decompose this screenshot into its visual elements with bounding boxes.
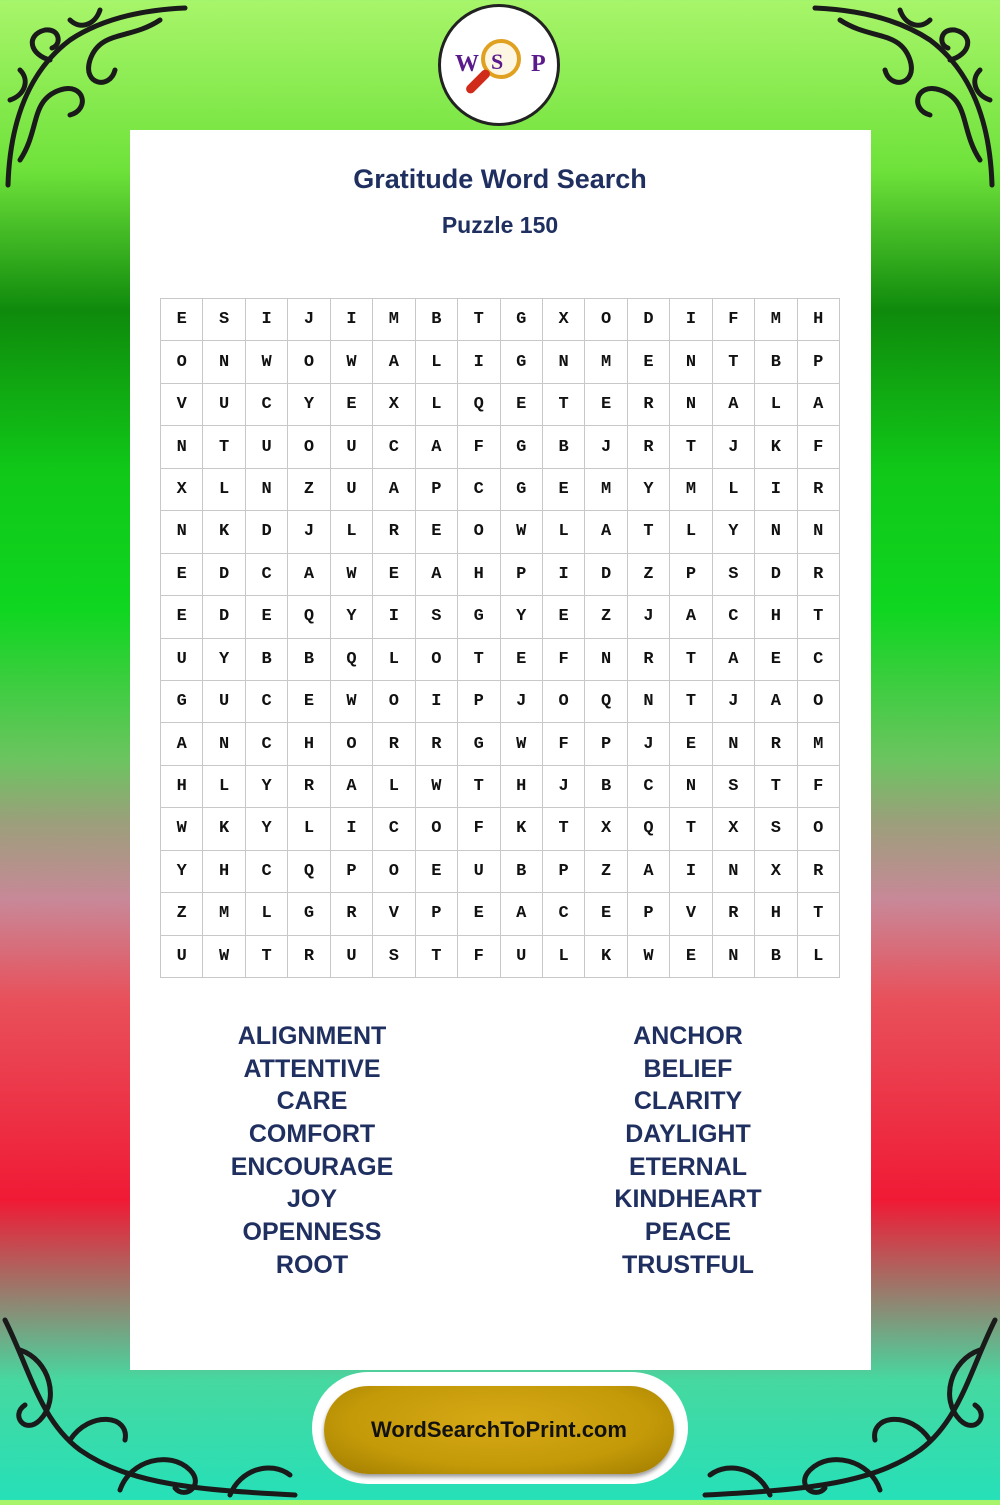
wsp-logo (438, 4, 560, 126)
grid-cell[interactable]: R (628, 639, 670, 681)
grid-cell[interactable]: W (501, 723, 543, 765)
grid-cell[interactable]: K (585, 936, 627, 978)
grid-cell[interactable]: Q (288, 851, 330, 893)
grid-cell[interactable]: C (246, 681, 288, 723)
grid-cell[interactable]: M (585, 469, 627, 511)
grid-cell[interactable]: J (628, 723, 670, 765)
grid-cell[interactable]: A (755, 681, 797, 723)
grid-cell[interactable]: E (161, 596, 203, 638)
grid-cell[interactable]: B (246, 639, 288, 681)
word-list-item: PEACE (644, 1218, 732, 1247)
grid-cell[interactable]: A (373, 469, 415, 511)
grid-cell[interactable]: L (203, 766, 245, 808)
grid-cell[interactable]: E (373, 554, 415, 596)
grid-cell[interactable]: N (713, 851, 755, 893)
grid-cell[interactable]: W (246, 341, 288, 383)
word-list-left (162, 1020, 462, 1282)
grid-cell[interactable]: E (458, 893, 500, 935)
grid-cell[interactable]: E (416, 851, 458, 893)
grid-cell[interactable]: G (501, 469, 543, 511)
grid-cell[interactable]: O (288, 341, 330, 383)
word-list-item: ENCOURAGE (230, 1152, 394, 1181)
grid-cell[interactable]: W (161, 808, 203, 850)
grid-cell[interactable]: U (331, 936, 373, 978)
grid-cell[interactable]: Y (288, 384, 330, 426)
grid-cell[interactable]: O (331, 723, 373, 765)
grid-cell[interactable]: I (670, 299, 712, 341)
grid-cell[interactable]: A (628, 851, 670, 893)
grid-cell[interactable]: D (755, 554, 797, 596)
grid-cell[interactable]: S (755, 808, 797, 850)
grid-cell[interactable]: P (670, 554, 712, 596)
grid-cell[interactable]: F (458, 936, 500, 978)
grid-cell[interactable]: Y (501, 596, 543, 638)
grid-cell[interactable]: N (670, 766, 712, 808)
grid-cell[interactable]: A (373, 341, 415, 383)
grid-cell[interactable]: P (585, 723, 627, 765)
grid-cell[interactable]: E (585, 893, 627, 935)
grid-cell[interactable]: B (755, 936, 797, 978)
grid-cell[interactable]: C (628, 766, 670, 808)
word-list-item: ETERNAL (628, 1152, 748, 1181)
grid-cell[interactable]: L (543, 511, 585, 553)
word-list-item: CARE (276, 1087, 348, 1116)
grid-cell[interactable]: A (713, 639, 755, 681)
grid-cell[interactable]: A (331, 766, 373, 808)
grid-cell[interactable]: L (670, 511, 712, 553)
grid-cell[interactable]: Y (713, 511, 755, 553)
grid-cell[interactable]: F (798, 766, 840, 808)
grid-cell[interactable]: J (501, 681, 543, 723)
grid-cell[interactable]: Q (585, 681, 627, 723)
grid-cell[interactable]: T (628, 511, 670, 553)
grid-cell[interactable]: J (288, 299, 330, 341)
grid-cell[interactable]: J (713, 426, 755, 468)
grid-cell[interactable]: O (798, 681, 840, 723)
grid-cell[interactable]: V (161, 384, 203, 426)
grid-cell[interactable]: N (585, 639, 627, 681)
grid-cell[interactable]: T (670, 808, 712, 850)
word-list-item: OPENNESS (242, 1218, 382, 1247)
grid-cell[interactable]: D (246, 511, 288, 553)
grid-cell[interactable]: D (628, 299, 670, 341)
grid-cell[interactable]: F (543, 639, 585, 681)
grid-cell[interactable]: F (458, 808, 500, 850)
grid-cell[interactable]: L (203, 469, 245, 511)
grid-cell[interactable]: R (628, 384, 670, 426)
grid-cell[interactable]: X (543, 299, 585, 341)
grid-cell[interactable]: R (798, 851, 840, 893)
grid-cell[interactable]: B (543, 426, 585, 468)
grid-cell[interactable]: I (458, 341, 500, 383)
grid-cell[interactable]: I (670, 851, 712, 893)
grid-cell[interactable]: G (458, 596, 500, 638)
grid-cell[interactable]: B (755, 341, 797, 383)
grid-cell[interactable]: F (798, 426, 840, 468)
grid-cell[interactable]: M (203, 893, 245, 935)
logo-letter-p: P (531, 51, 546, 77)
grid-cell[interactable]: E (288, 681, 330, 723)
grid-cell[interactable]: A (798, 384, 840, 426)
grid-cell[interactable]: R (373, 511, 415, 553)
grid-cell[interactable]: Y (628, 469, 670, 511)
grid-cell[interactable]: U (331, 426, 373, 468)
grid-cell[interactable]: O (798, 808, 840, 850)
grid-cell[interactable]: U (161, 936, 203, 978)
grid-cell[interactable]: D (585, 554, 627, 596)
grid-cell[interactable]: R (798, 554, 840, 596)
grid-cell[interactable]: Q (331, 639, 373, 681)
grid-cell[interactable]: R (713, 893, 755, 935)
grid-cell[interactable]: Z (628, 554, 670, 596)
grid-cell[interactable]: K (203, 511, 245, 553)
grid-cell[interactable]: E (416, 511, 458, 553)
grid-cell[interactable]: R (798, 469, 840, 511)
grid-cell[interactable]: P (501, 554, 543, 596)
grid-cell[interactable]: O (416, 808, 458, 850)
grid-cell[interactable]: E (501, 639, 543, 681)
grid-cell[interactable]: L (416, 384, 458, 426)
grid-cell[interactable]: M (798, 723, 840, 765)
grid-cell[interactable]: C (373, 426, 415, 468)
grid-cell[interactable]: T (458, 766, 500, 808)
grid-cell[interactable]: V (373, 893, 415, 935)
grid-cell[interactable]: L (331, 511, 373, 553)
grid-cell[interactable]: S (416, 596, 458, 638)
grid-cell[interactable]: G (161, 681, 203, 723)
grid-cell[interactable]: I (331, 299, 373, 341)
grid-cell[interactable]: E (543, 596, 585, 638)
grid-cell[interactable]: E (670, 723, 712, 765)
grid-cell[interactable]: E (501, 384, 543, 426)
grid-cell[interactable]: A (713, 384, 755, 426)
word-list-item: KINDHEART (614, 1185, 762, 1214)
grid-cell[interactable]: N (161, 511, 203, 553)
grid-cell[interactable]: U (161, 639, 203, 681)
grid-cell[interactable]: H (755, 596, 797, 638)
grid-cell[interactable]: T (798, 893, 840, 935)
grid-cell[interactable]: Q (288, 596, 330, 638)
grid-cell[interactable]: D (203, 596, 245, 638)
grid-cell[interactable]: T (670, 426, 712, 468)
grid-cell[interactable]: E (670, 936, 712, 978)
grid-cell[interactable]: A (416, 554, 458, 596)
grid-cell[interactable]: L (543, 936, 585, 978)
grid-cell[interactable]: M (373, 299, 415, 341)
grid-cell[interactable]: S (713, 766, 755, 808)
grid-cell[interactable]: H (798, 299, 840, 341)
grid-cell[interactable]: E (628, 341, 670, 383)
grid-cell[interactable]: T (670, 639, 712, 681)
grid-cell[interactable]: P (543, 851, 585, 893)
grid-cell[interactable]: C (246, 851, 288, 893)
grid-cell[interactable]: H (755, 893, 797, 935)
grid-cell[interactable]: U (501, 936, 543, 978)
grid-cell[interactable]: L (755, 384, 797, 426)
grid-cell[interactable]: T (416, 936, 458, 978)
grid-cell[interactable]: E (246, 596, 288, 638)
grid-cell[interactable]: O (288, 426, 330, 468)
grid-cell[interactable]: E (543, 469, 585, 511)
grid-cell[interactable]: P (416, 469, 458, 511)
grid-cell[interactable]: N (628, 681, 670, 723)
grid-cell[interactable]: K (755, 426, 797, 468)
grid-cell[interactable]: E (331, 384, 373, 426)
grid-cell[interactable]: R (288, 766, 330, 808)
grid-cell[interactable]: H (203, 851, 245, 893)
grid-cell[interactable]: Z (161, 893, 203, 935)
grid-cell[interactable]: T (543, 384, 585, 426)
grid-cell[interactable]: Z (585, 851, 627, 893)
grid-cell[interactable]: O (458, 511, 500, 553)
grid-cell[interactable]: Y (203, 639, 245, 681)
word-list-item: COMFORT (248, 1120, 376, 1149)
grid-cell[interactable]: L (288, 808, 330, 850)
grid-cell[interactable]: N (543, 341, 585, 383)
grid-cell[interactable]: G (458, 723, 500, 765)
grid-cell[interactable]: C (543, 893, 585, 935)
grid-cell[interactable]: P (798, 341, 840, 383)
grid-cell[interactable]: T (543, 808, 585, 850)
word-list-item: ANCHOR (633, 1022, 743, 1050)
grid-cell[interactable]: L (373, 766, 415, 808)
grid-cell[interactable]: R (416, 723, 458, 765)
grid-cell[interactable]: A (585, 511, 627, 553)
grid-cell[interactable]: J (585, 426, 627, 468)
grid-cell[interactable]: G (501, 341, 543, 383)
word-list-item: DAYLIGHT (625, 1120, 751, 1149)
grid-cell[interactable]: R (628, 426, 670, 468)
grid-cell[interactable]: Y (161, 851, 203, 893)
grid-cell[interactable]: G (501, 299, 543, 341)
grid-cell[interactable]: N (713, 936, 755, 978)
page-title: Gratitude Word Search (353, 164, 647, 194)
grid-cell[interactable]: E (585, 384, 627, 426)
grid-cell[interactable]: C (246, 384, 288, 426)
grid-cell[interactable]: R (331, 893, 373, 935)
grid-cell[interactable]: K (203, 808, 245, 850)
grid-cell[interactable]: J (628, 596, 670, 638)
grid-cell[interactable]: F (713, 299, 755, 341)
grid-cell[interactable]: J (288, 511, 330, 553)
logo-letter-w: W (455, 51, 479, 77)
grid-cell[interactable]: E (755, 639, 797, 681)
grid-cell[interactable]: R (288, 936, 330, 978)
grid-cell[interactable]: H (501, 766, 543, 808)
grid-cell[interactable]: T (203, 426, 245, 468)
grid-cell[interactable]: I (416, 681, 458, 723)
word-list-item: TRUSTFUL (622, 1250, 754, 1279)
grid-cell[interactable]: M (755, 299, 797, 341)
grid-cell[interactable]: T (458, 299, 500, 341)
grid-cell[interactable]: N (798, 511, 840, 553)
grid-cell[interactable]: N (203, 341, 245, 383)
grid-cell[interactable]: S (713, 554, 755, 596)
grid-cell[interactable]: P (628, 893, 670, 935)
word-list-item: ALIGNMENT (237, 1022, 387, 1050)
grid-cell[interactable]: B (501, 851, 543, 893)
grid-cell[interactable]: N (246, 469, 288, 511)
logo-letter-s: S (491, 49, 504, 74)
grid-cell[interactable]: N (670, 341, 712, 383)
website-link[interactable]: WordSearchToPrint.com (324, 1386, 674, 1474)
grid-cell[interactable]: L (798, 936, 840, 978)
grid-cell[interactable]: L (373, 639, 415, 681)
grid-cell[interactable]: T (246, 936, 288, 978)
grid-cell[interactable]: Y (246, 766, 288, 808)
grid-cell[interactable]: O (373, 681, 415, 723)
grid-cell[interactable]: R (373, 723, 415, 765)
grid-cell[interactable]: Z (585, 596, 627, 638)
grid-cell[interactable]: U (203, 681, 245, 723)
grid-cell[interactable]: E (161, 299, 203, 341)
grid-cell[interactable]: K (501, 808, 543, 850)
grid-cell[interactable]: A (161, 723, 203, 765)
grid-cell[interactable]: X (585, 808, 627, 850)
grid-cell[interactable]: B (288, 639, 330, 681)
grid-cell[interactable]: T (755, 766, 797, 808)
grid-cell[interactable]: I (755, 469, 797, 511)
grid-cell[interactable]: P (458, 681, 500, 723)
grid-cell[interactable]: C (373, 808, 415, 850)
word-list-item: BELIEF (643, 1054, 733, 1083)
word-list-item: CLARITY (633, 1087, 743, 1116)
grid-cell[interactable]: E (161, 554, 203, 596)
grid-cell[interactable]: U (458, 851, 500, 893)
grid-cell[interactable]: A (501, 893, 543, 935)
grid-cell[interactable]: I (246, 299, 288, 341)
grid-cell[interactable]: H (458, 554, 500, 596)
grid-cell[interactable]: A (416, 426, 458, 468)
grid-cell[interactable]: N (713, 723, 755, 765)
word-list-item: ATTENTIVE (243, 1054, 381, 1083)
grid-cell[interactable]: C (458, 469, 500, 511)
grid-cell[interactable]: P (331, 851, 373, 893)
grid-cell[interactable]: G (501, 426, 543, 468)
grid-cell[interactable]: I (373, 596, 415, 638)
grid-cell[interactable]: H (161, 766, 203, 808)
grid-cell[interactable]: N (161, 426, 203, 468)
grid-cell[interactable]: O (543, 681, 585, 723)
grid-cell[interactable]: A (670, 596, 712, 638)
grid-cell[interactable]: L (246, 893, 288, 935)
grid-cell[interactable]: Q (458, 384, 500, 426)
grid-cell[interactable]: Y (331, 596, 373, 638)
footer-badge (312, 1372, 688, 1484)
grid-cell[interactable]: T (458, 639, 500, 681)
grid-cell[interactable]: G (288, 893, 330, 935)
grid-cell[interactable]: U (246, 426, 288, 468)
grid-cell[interactable]: T (670, 681, 712, 723)
grid-cell[interactable]: W (416, 766, 458, 808)
grid-cell[interactable]: H (288, 723, 330, 765)
grid-cell[interactable]: N (670, 384, 712, 426)
grid-cell[interactable]: Z (288, 469, 330, 511)
grid-cell[interactable]: O (161, 341, 203, 383)
word-list-item: ROOT (275, 1250, 349, 1279)
grid-cell[interactable]: S (203, 299, 245, 341)
word-list-item: JOY (286, 1185, 338, 1214)
grid-cell[interactable]: B (416, 299, 458, 341)
grid-cell[interactable]: F (543, 723, 585, 765)
grid-cell[interactable]: T (798, 596, 840, 638)
grid-cell[interactable]: V (670, 893, 712, 935)
grid-cell[interactable]: M (585, 341, 627, 383)
grid-cell[interactable]: J (713, 681, 755, 723)
grid-cell[interactable]: X (373, 384, 415, 426)
grid-cell[interactable]: A (288, 554, 330, 596)
grid-cell[interactable]: X (713, 808, 755, 850)
puzzle-number: Puzzle 150 (441, 212, 559, 238)
grid-cell[interactable]: C (246, 554, 288, 596)
grid-cell[interactable]: I (543, 554, 585, 596)
grid-cell[interactable]: X (755, 851, 797, 893)
grid-cell[interactable]: I (331, 808, 373, 850)
grid-cell[interactable]: Y (246, 808, 288, 850)
grid-cell[interactable]: M (670, 469, 712, 511)
grid-cell[interactable]: S (373, 936, 415, 978)
grid-cell[interactable]: L (713, 469, 755, 511)
grid-cell[interactable]: D (203, 554, 245, 596)
grid-cell[interactable]: Q (628, 808, 670, 850)
grid-cell[interactable]: U (203, 384, 245, 426)
grid-cell[interactable]: N (755, 511, 797, 553)
grid-cell[interactable]: F (458, 426, 500, 468)
grid-cell[interactable]: J (543, 766, 585, 808)
letter-grid[interactable] (160, 298, 840, 978)
grid-cell[interactable]: C (246, 723, 288, 765)
grid-cell[interactable]: W (331, 554, 373, 596)
grid-cell[interactable]: P (416, 893, 458, 935)
grid-cell[interactable]: L (416, 341, 458, 383)
grid-cell[interactable]: N (203, 723, 245, 765)
grid-cell[interactable]: W (628, 936, 670, 978)
grid-cell[interactable]: O (373, 851, 415, 893)
grid-cell[interactable]: B (585, 766, 627, 808)
grid-cell[interactable]: X (161, 469, 203, 511)
grid-cell[interactable]: C (798, 639, 840, 681)
grid-cell[interactable]: O (585, 299, 627, 341)
word-list-right (538, 1020, 838, 1282)
grid-cell[interactable]: W (331, 341, 373, 383)
grid-cell[interactable]: O (416, 639, 458, 681)
grid-cell[interactable]: W (331, 681, 373, 723)
grid-cell[interactable]: C (713, 596, 755, 638)
grid-cell[interactable]: T (713, 341, 755, 383)
grid-cell[interactable]: U (331, 469, 373, 511)
grid-cell[interactable]: W (203, 936, 245, 978)
grid-cell[interactable]: W (501, 511, 543, 553)
grid-cell[interactable]: R (755, 723, 797, 765)
